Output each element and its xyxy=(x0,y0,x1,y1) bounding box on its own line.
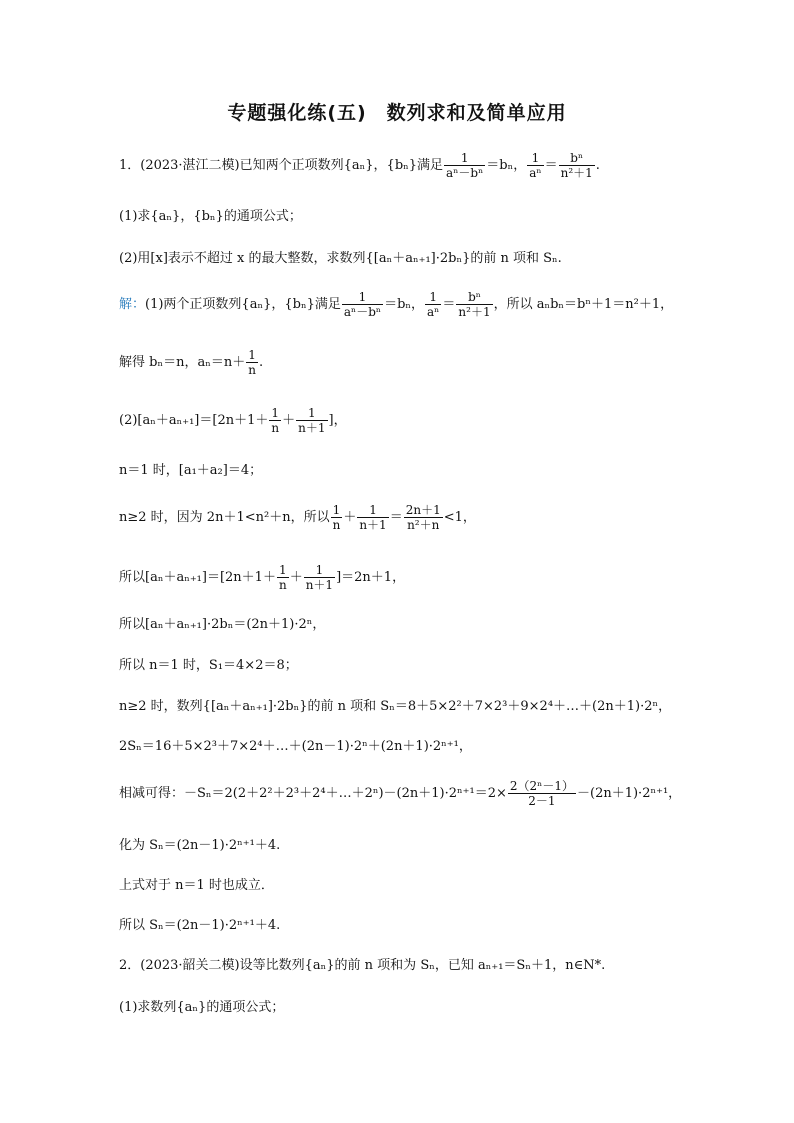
q1-part1: (1)求{aₙ}，{bₙ}的通项公式； xyxy=(119,209,302,224)
solution-line-14: 所以 Sₙ＝(2n－1)·2ⁿ⁺¹＋4. xyxy=(119,918,281,933)
page-title: 专题强化练(五) 数列求和及简单应用 xyxy=(227,102,567,124)
fraction: $\frac{1}{\text{aⁿ－bⁿ}}$ xyxy=(343,290,382,319)
fraction: $\frac{1}{n}$ xyxy=(248,348,256,377)
q1-part2: (2)用[x]表示不超过 x 的最大整数，求数列{[aₙ＋aₙ₊₁]·2bₙ}的前 n 项和 Sₙ. xyxy=(119,251,562,266)
fraction: $\frac{1}{\text{aⁿ}}$ xyxy=(427,290,440,319)
fraction: $\frac{\text{bⁿ}}{\text{n²＋1}}$ xyxy=(458,290,491,319)
solution-line-4: n＝1 时，[a₁＋a₂]＝4； xyxy=(119,463,263,478)
solution-line-2: 解得 bₙ＝n，aₙ＝n＋ $\frac{1}{n}$ . xyxy=(119,348,264,377)
solution-label: 解： xyxy=(119,297,146,312)
solution-line-12: 化为 Sₙ＝(2n－1)·2ⁿ⁺¹＋4. xyxy=(119,838,281,853)
fraction: $\frac{2n+1}{\text{n²＋n}}$ xyxy=(405,503,441,532)
fraction: $\frac{\text{2（2ⁿ－1）}}{2-1}$ xyxy=(509,779,574,808)
fraction: $\frac{1}{\text{aⁿ}}$ xyxy=(529,151,542,180)
fraction: $\frac{1}{n+1}$ xyxy=(298,406,326,435)
fraction: $\frac{1}{n+1}$ xyxy=(305,563,334,592)
solution-line-11: 相减可得：－Sₙ＝2(2＋2²＋2³＋2⁴＋…＋2ⁿ)－(2n＋1)·2ⁿ⁺¹＝2× $\frac{\text{2（2ⁿ－1）}}{2-1}$ －(2n＋1)·2ⁿ⁺¹， xyxy=(119,779,682,808)
solution-line-1: 解：(1)两个正项数列{aₙ}，{bₙ}满足 $\frac{1}{\text{aⁿ－bⁿ}}$ ＝bₙ， $\frac{1}{\text{aⁿ}}$ ＝ $\frac{\text{bⁿ}}{\text{n²＋1}}$ ，所以 aₙbₙ＝bⁿ＋1＝n²＋1， xyxy=(119,290,674,319)
q1-stem: 1．(2023·湛江二模)已知两个正项数列{aₙ}，{bₙ}满足 $\frac{1}{\text{aⁿ－bⁿ}}$ ＝bₙ， $\frac{1}{\text{aⁿ}}$ ＝ $\frac{\text{bⁿ}}{\text{n²＋1}}$ . xyxy=(119,151,600,180)
q2-part1: (1)求数列{aₙ}的通项公式； xyxy=(119,1000,285,1015)
fraction: $\frac{1}{n+1}$ xyxy=(359,503,387,532)
solution-line-8: 所以 n＝1 时，S₁＝4×2＝8； xyxy=(119,658,298,673)
q2-stem: 2．(2023·韶关二模)设等比数列{aₙ}的前 n 项和为 Sₙ，已知 aₙ₊₁＝Sₙ＋1，n∈N*. xyxy=(119,958,606,973)
solution-line-13: 上式对于 n＝1 时也成立． xyxy=(119,878,274,893)
solution-line-9: n≥2 时，数列{[aₙ＋aₙ₊₁]·2bₙ}的前 n 项和 Sₙ＝8＋5×2²＋7×2³＋9×2⁴＋…＋(2n＋1)·2ⁿ， xyxy=(119,699,672,714)
fraction: $\frac{1}{\text{aⁿ－bⁿ}}$ xyxy=(446,151,484,180)
fraction: $\frac{1}{n}$ xyxy=(271,406,280,435)
solution-line-10: 2Sₙ＝16＋5×2³＋7×2⁴＋…＋(2n－1)·2ⁿ＋(2n＋1)·2ⁿ⁺¹， xyxy=(119,739,472,754)
solution-line-7: 所以[aₙ＋aₙ₊₁]·2bₙ＝(2n＋1)·2ⁿ， xyxy=(119,617,326,632)
solution-line-6: 所以[aₙ＋aₙ₊₁]＝[2n＋1＋ $\frac{1}{n}$ ＋ $\frac{1}{n+1}$ ]＝2n＋1， xyxy=(119,563,406,592)
fraction: $\frac{1}{n}$ xyxy=(332,503,341,532)
solution-line-5: n≥2 时，因为 2n＋1<n²＋n，所以 $\frac{1}{n}$ ＋ $\frac{1}{n+1}$ ＝ $\frac{2n+1}{\text{n²＋n}}$ <1， xyxy=(119,503,476,532)
fraction: $\frac{\text{bⁿ}}{\text{n²＋1}}$ xyxy=(560,151,593,180)
fraction: $\frac{1}{n}$ xyxy=(278,563,287,592)
solution-line-3: (2)[aₙ＋aₙ₊₁]＝[2n＋1＋ $\frac{1}{n}$ ＋ $\frac{1}{n+1}$ ]， xyxy=(119,406,347,435)
